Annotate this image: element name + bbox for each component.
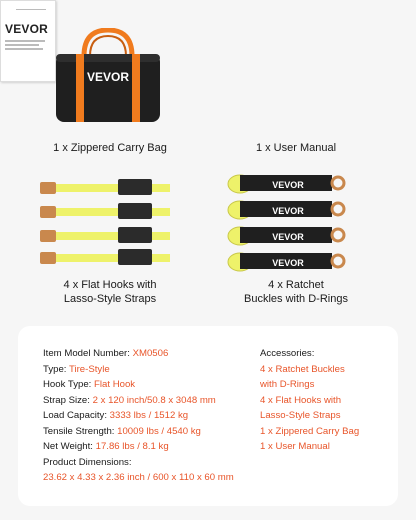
strap-logo: VEVOR (272, 258, 304, 268)
flat-hooks-caption (10, 278, 210, 306)
user-manual-image (0, 0, 56, 82)
bag-caption: 1 x Zippered Carry Bag (53, 142, 167, 154)
accessory-line: 1 x Zippered Carry Bag (260, 425, 360, 437)
spec-hook-type: Hook Type: Flat Hook (43, 379, 136, 390)
spec-type: Type: Tire-Style (43, 363, 110, 375)
manual-logo: VEVOR (5, 22, 49, 36)
bag-logo: VEVOR (86, 70, 130, 84)
spec-dimensions-label: Product Dimensions: (43, 456, 132, 468)
accessory-line: 1 x User Manual (260, 441, 330, 452)
strap-logo: VEVOR (272, 180, 304, 190)
spec-model: Item Model Number: XM0506 (43, 348, 169, 359)
strap-logo: VEVOR (272, 232, 304, 242)
ratchet-caption (196, 278, 396, 306)
strap-logo: VEVOR (272, 206, 304, 216)
specs-list (43, 346, 234, 486)
flat-hook-straps-image (38, 176, 178, 268)
ratchet-caption-line: Buckles with D-Rings (244, 293, 348, 305)
strap-row (40, 179, 170, 195)
flat-hooks-caption-line: 4 x Flat Hooks with (63, 279, 157, 291)
carry-bag-image (54, 28, 162, 124)
accessory-line: with D-Rings (260, 379, 315, 390)
flat-hooks-caption-line: Lasso-Style Straps (63, 293, 157, 305)
spec-dimensions-value: 23.62 x 4.33 x 2.36 inch / 600 x 110 x 60 mm (43, 472, 234, 483)
manual-caption: 1 x User Manual (255, 142, 337, 154)
ratchet-caption-line: 4 x Ratchet (268, 279, 324, 291)
accessory-line: 4 x Flat Hooks with (260, 394, 342, 406)
accessory-line: 4 x Ratchet Buckles (260, 363, 345, 375)
accessory-line: Lasso-Style Straps (260, 410, 341, 421)
spec-net-weight: Net Weight: 17.86 lbs / 8.1 kg (43, 441, 169, 452)
spec-load-capacity: Load Capacity: 3333 lbs / 1512 kg (43, 410, 189, 421)
spec-strap-size: Strap Size: 2 x 120 inch/50.8 x 3048 mm (43, 394, 216, 406)
ratchet-buckles-image (226, 168, 352, 274)
specs-panel (18, 326, 398, 506)
spec-tensile-strength: Tensile Strength: 10009 lbs / 4540 kg (43, 425, 201, 437)
accessories-list (260, 346, 359, 455)
accessories-title: Accessories: (260, 348, 315, 359)
